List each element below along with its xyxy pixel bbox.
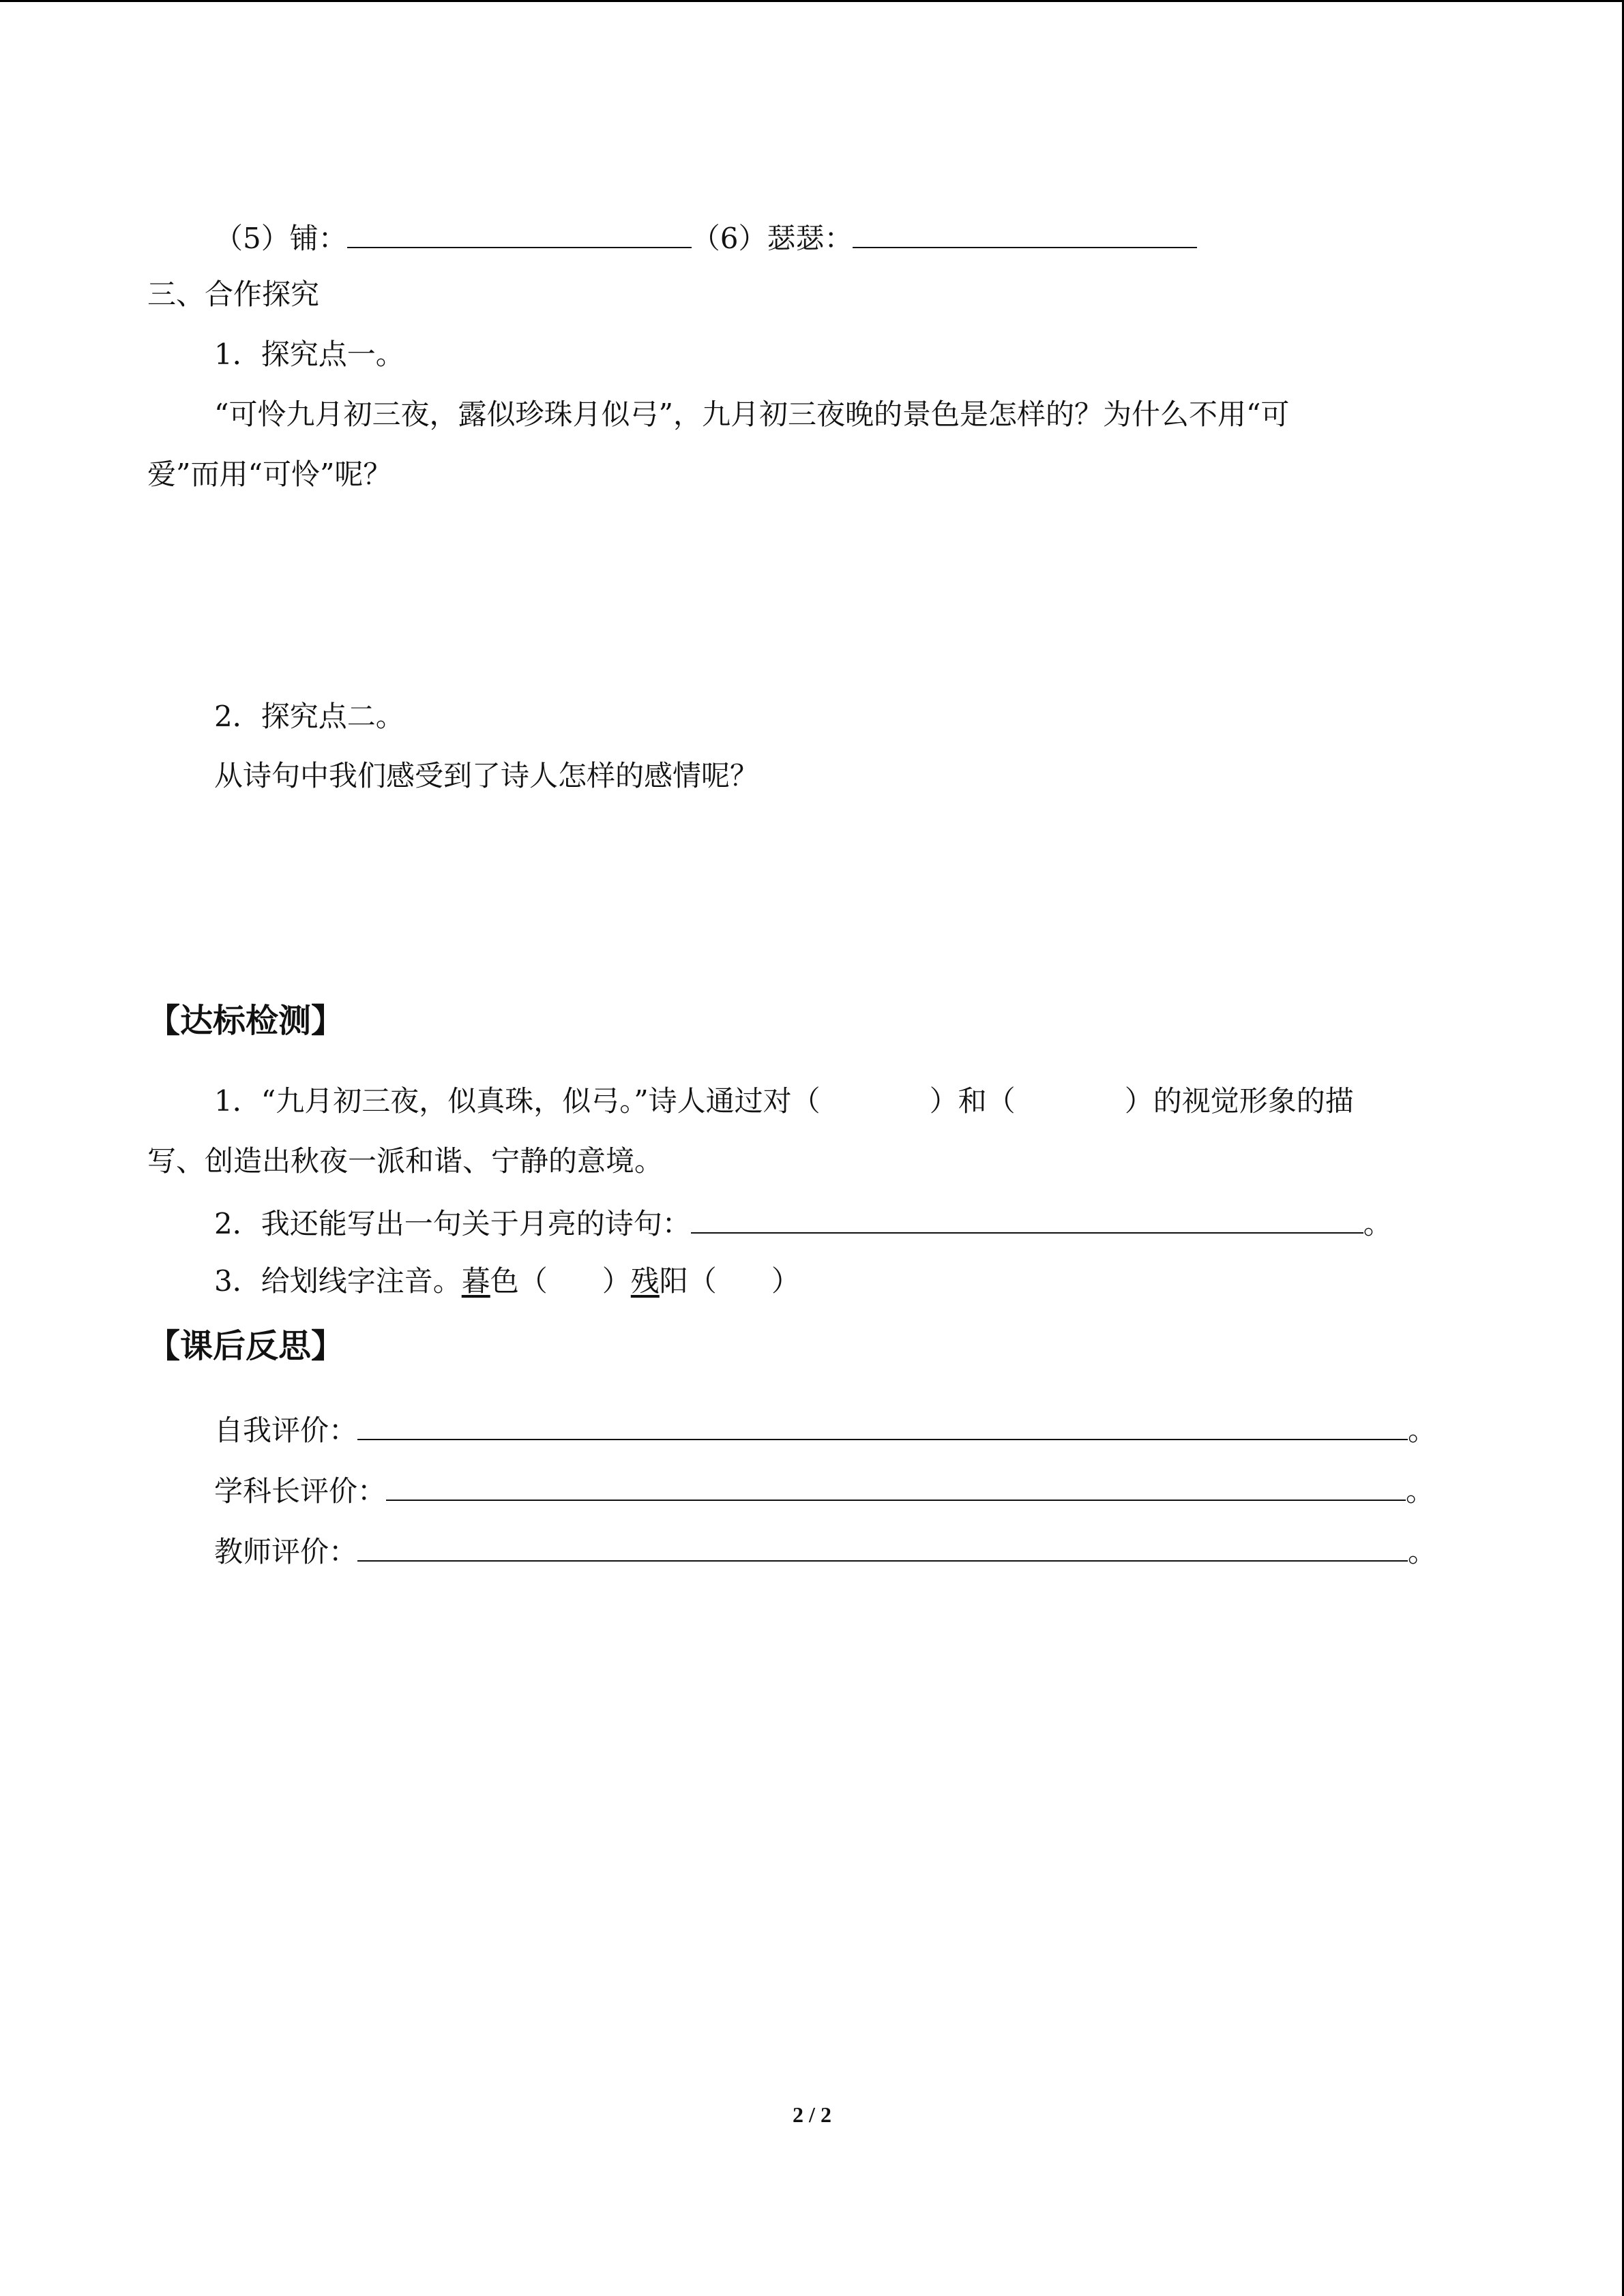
point2-title: 2．探究点二。: [214, 700, 404, 733]
leader-evaluation-row: [214, 1470, 1434, 1510]
test-q1-line1: [214, 1082, 1354, 1120]
q3-word1-underlined: 暮: [461, 1264, 490, 1298]
test-q3: [214, 1262, 800, 1300]
self-evaluation-end: 。: [1408, 1414, 1437, 1447]
teacher-evaluation-label: 教师评价：: [214, 1535, 358, 1568]
item6-label: （6）瑟瑟：: [691, 222, 853, 255]
item5-blank[interactable]: [347, 217, 692, 248]
q3-close1: ）: [602, 1264, 631, 1298]
test-heading: 【达标检测】: [147, 1002, 344, 1040]
q3-prefix: 3．给划线字注音。: [214, 1264, 462, 1298]
section3-title: 三、合作探究: [147, 278, 320, 311]
q3-word1-rest: 色（: [490, 1264, 548, 1298]
q2-text: 2．我还能写出一句关于月亮的诗句：: [214, 1207, 691, 1240]
teacher-evaluation-end: 。: [1408, 1535, 1437, 1568]
self-evaluation-blank[interactable]: [357, 1409, 1408, 1440]
self-evaluation-row: [214, 1409, 1436, 1450]
q3-close2: ）: [771, 1264, 800, 1298]
item6-blank[interactable]: [853, 217, 1197, 248]
point1-question-line2: 爱”而用“可怜”呢？: [147, 458, 392, 491]
q3-word2-rest: 阳（: [659, 1264, 717, 1298]
q1-part-b: ）和（: [929, 1084, 1016, 1118]
item5-label: （5）铺：: [214, 222, 347, 255]
q1-part-c: ）的视觉形象的描: [1124, 1084, 1354, 1118]
teacher-evaluation-row: [214, 1530, 1436, 1571]
q3-word2-underlined: 残: [630, 1264, 660, 1298]
point2-question: 从诗句中我们感受到了诗人怎样的感情呢？: [214, 759, 759, 792]
page-top-border: [0, 0, 1624, 2]
self-evaluation-label: 自我评价：: [214, 1414, 358, 1447]
test-q2: [214, 1202, 1392, 1243]
teacher-evaluation-blank[interactable]: [357, 1530, 1408, 1562]
leader-evaluation-end: 。: [1406, 1474, 1435, 1508]
reflection-heading: 【课后反思】: [147, 1327, 344, 1365]
leader-evaluation-blank[interactable]: [386, 1470, 1406, 1501]
point1-title: 1．探究点一。: [214, 338, 404, 371]
fill-line-items-5-6: [214, 217, 1197, 258]
page-number: 2 / 2: [793, 2102, 831, 2127]
q2-answer-blank[interactable]: [691, 1202, 1363, 1234]
q1-part-a: 1．“九月初三夜，似真珠，似弓。”诗人通过对（: [214, 1084, 821, 1118]
leader-evaluation-label: 学科长评价：: [214, 1474, 387, 1508]
test-q1-line2: 写、创造出秋夜一派和谐、宁静的意境。: [147, 1144, 664, 1178]
point1-question-line1: “可怜九月初三夜，露似珍珠月似弓”，九月初三夜晚的景色是怎样的？为什么不用“可: [214, 398, 1290, 431]
q2-end: 。: [1363, 1207, 1392, 1240]
